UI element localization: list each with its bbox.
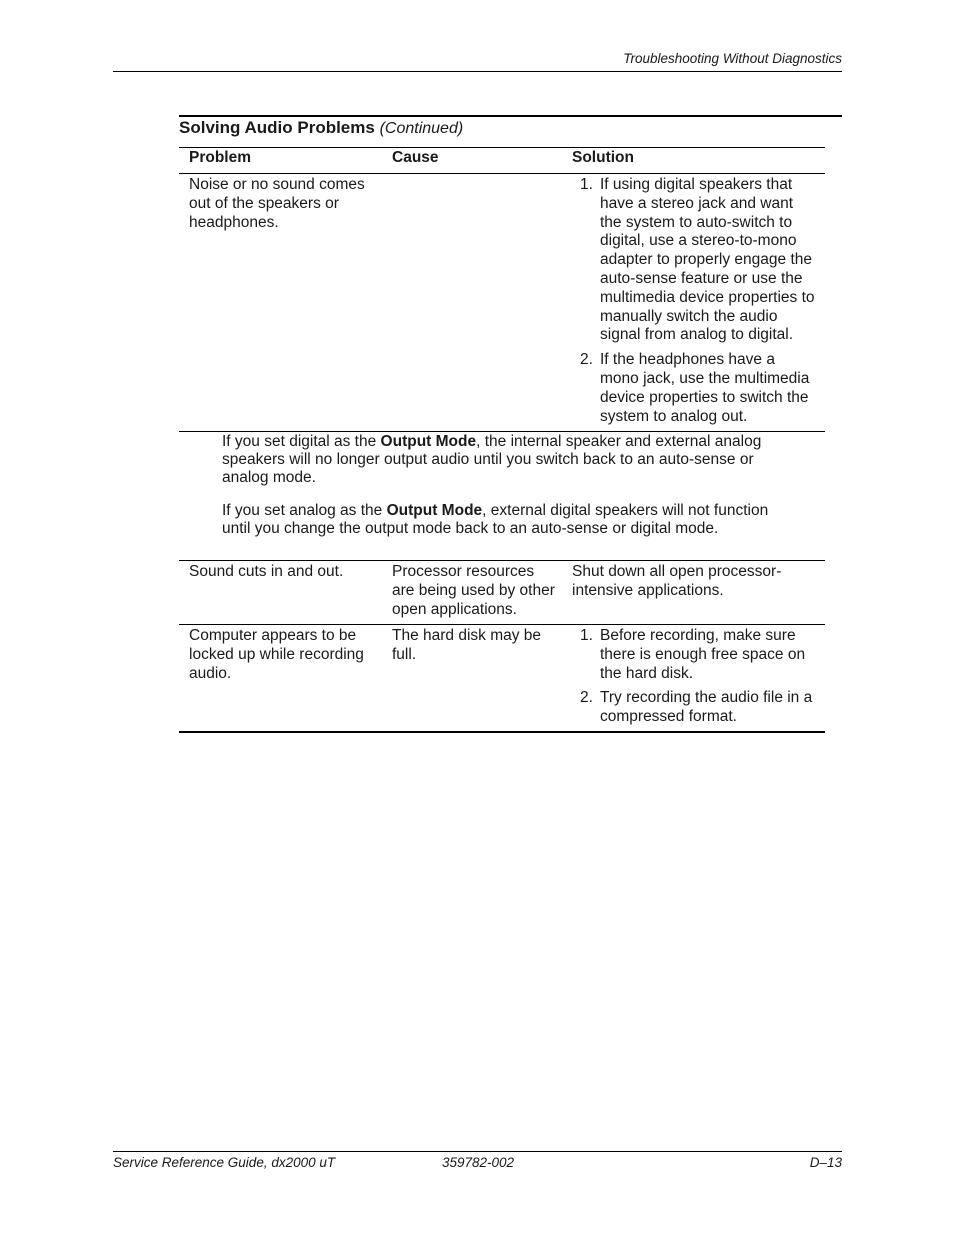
table-title — [179, 118, 463, 138]
table-title-main: Solving Audio Problems — [179, 118, 375, 137]
row1-bottom-rule — [179, 431, 825, 432]
footer-doc-title: Service Reference Guide, dx2000 uT — [113, 1155, 336, 1170]
column-header-cause: Cause — [392, 149, 439, 166]
table-title-continued: (Continued) — [379, 120, 464, 137]
row3-cause: The hard disk may be full. — [392, 627, 542, 663]
running-header: Troubleshooting Without Diagnostics — [623, 51, 842, 66]
list-number: 1. — [580, 176, 593, 193]
note-text: , external digital speakers will not function until you change the output mode back to an auto-sense or digital mode. — [222, 502, 769, 537]
note-text: , the internal speaker and external analog speakers will no longer output audio until you switch back to an auto-sense or analog mode. — [222, 433, 762, 486]
list-text: If using digital speakers that have a stereo jack and want the system to auto-switch to digital, use a stereo-to-mono adapter to properly engage the auto-sense feature or use the multimedia device properties to manually switch the audio signal from analog to digital. — [600, 176, 815, 344]
row2-bottom-rule — [179, 624, 825, 625]
note-paragraph-1 — [222, 433, 797, 487]
footer-rule — [113, 1151, 842, 1152]
header-bottom-rule — [179, 173, 825, 174]
row3-solution-list — [572, 627, 818, 727]
row2-cause: Processor resources are being used by other open applications. — [392, 563, 555, 618]
list-text: If the headphones have a mono jack, use the multimedia device properties to switch the system to analog out. — [600, 351, 810, 425]
note-bold-term: Output Mode — [386, 502, 483, 519]
list-number: 2. — [580, 689, 593, 707]
column-header-solution: Solution — [572, 149, 634, 166]
note-bold-term: Output Mode — [380, 433, 477, 450]
list-text: Before recording, make sure there is enough free space on the hard disk. — [600, 627, 806, 682]
footer-page-number: D–13 — [809, 1155, 842, 1170]
list-text: Try recording the audio file in a compressed format. — [600, 689, 813, 726]
note-paragraph-2 — [222, 502, 797, 538]
list-number: 1. — [580, 627, 593, 644]
note-text: If you set analog as the — [222, 502, 387, 519]
row1-problem: Noise or no sound comes out of the speakers or headphones. — [189, 176, 365, 231]
list-number: 2. — [580, 351, 593, 369]
row2-problem: Sound cuts in and out. — [189, 563, 344, 580]
list-item — [572, 627, 818, 683]
column-header-problem: Problem — [189, 149, 252, 166]
title-rule — [179, 147, 825, 148]
row1-solution-list — [572, 176, 818, 426]
note-text: If you set digital as the — [222, 433, 381, 450]
header-rule — [113, 71, 842, 72]
footer-part-number: 359782-002 — [442, 1155, 515, 1170]
list-item — [572, 351, 818, 426]
row2-solution: Shut down all open processor-intensive applications. — [572, 563, 782, 599]
list-item — [572, 689, 818, 727]
note-bottom-rule — [179, 560, 825, 561]
table-bottom-rule — [179, 731, 825, 733]
table-top-rule — [179, 115, 842, 117]
row3-problem: Computer appears to be locked up while recording audio. — [189, 627, 364, 682]
list-item — [572, 176, 818, 345]
